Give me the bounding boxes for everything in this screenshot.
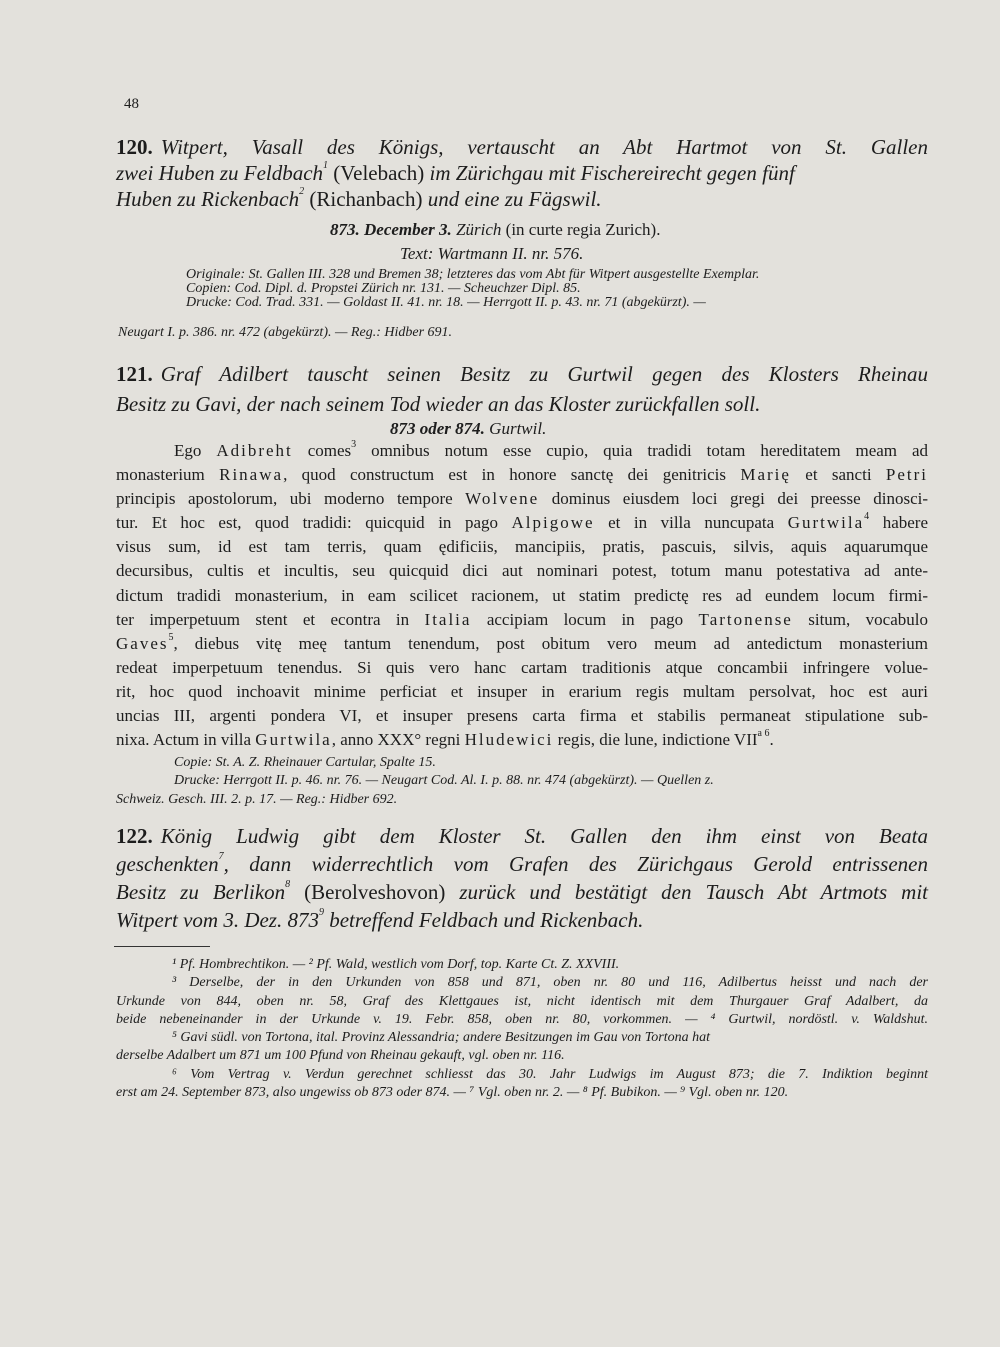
doc121-drucke-2: Schweiz. Gesch. III. 2. p. 17. — Reg.: Hidber 692.: [116, 792, 398, 807]
body-text: et in villa nuncupata: [594, 513, 788, 533]
footnote-line: beide nebeneinander in der Urkunde v. 19. Febr. 858, oben nr. 80, vorkommen. — ⁴ Gurtwil, nordöstl. v. Waldshut.: [116, 1011, 928, 1027]
body-text: habere: [869, 513, 928, 533]
body-line: [116, 728, 928, 755]
footnote-line: derselbe Adalbert um 871 um 100 Pfund von Rheinau gekauft, vgl. oben nr. 116.: [116, 1048, 565, 1064]
doc121-date-line: [390, 420, 546, 437]
footnote-ref: 4: [864, 511, 870, 523]
footnote-ref: 3: [351, 439, 357, 450]
body-text: visus sum, id est tam terris, quam ędificiis, mancipiis, pratis, pascuis, silvis, aquis aquarumque: [116, 537, 928, 557]
spaced-name: Wolvene: [465, 489, 540, 509]
doc122-heading-line-1: König Ludwig gibt dem Kloster St. Gallen den ihm einst von Beata: [160, 824, 928, 848]
spaced-name: Hludewici: [464, 730, 554, 750]
body-text: rit, hoc quod inchoavit minime perficiat et insuper in erarium regis multam persolvat, hoc est auri: [116, 681, 928, 701]
footnotes: [116, 958, 928, 1104]
body-text: comes: [292, 441, 352, 460]
spaced-name: Gurtwila: [787, 513, 865, 533]
doc121-body: [116, 439, 929, 755]
spaced-name: Adibreht: [216, 441, 293, 460]
doc120-heading-3c: und eine zu Fägswil.: [427, 187, 602, 211]
spaced-name: Marię: [740, 465, 791, 485]
doc122-heading-2b: , dann widerrechtlich vom Grafen des Zürichgaus Gerold entrissenen: [223, 852, 928, 876]
body-text: nixa. Actum in villa: [116, 730, 256, 750]
body-text: , quod constructum est in honore sanctę dei genitricis: [283, 465, 741, 485]
body-line: [116, 511, 928, 538]
doc120-heading-line-1: Witpert, Vasall des Königs, vertauscht an Abt Hartmot von St. Gallen: [160, 135, 928, 159]
doc122-heading-line-3: [116, 879, 928, 910]
footnote-ref: 7: [218, 851, 224, 862]
footnote-line: Urkunde von 844, oben nr. 58, Graf des Klettgaues ist, nicht identisch mit dem Thurgauer Graf Adalbert, da: [116, 993, 928, 1009]
doc120-heading-2b: (Velebach): [328, 161, 430, 185]
doc121-drucke-1: Drucke: Herrgott II. p. 46. nr. 76. — Neugart Cod. Al. I. p. 88. nr. 474 (abgekürzt). — Quellen z.: [174, 773, 714, 788]
doc122-heading-3b: (Berolveshovon): [290, 880, 460, 904]
footnote-ref: 5: [168, 631, 174, 643]
footnote-ref: a 6: [757, 728, 770, 740]
spaced-name: Rinawa: [219, 465, 284, 485]
body-text: et sancti: [790, 465, 886, 485]
spaced-name: Alpigowe: [511, 513, 595, 533]
doc121-date: 873 oder 874.: [390, 419, 485, 438]
footnote-line: erst am 24. September 873, also ungewiss ob 873 oder 874. — ⁷ Vgl. oben nr. 2. — ⁸ Pf. Bubikon. — ⁹ Vgl. oben nr. 120.: [116, 1085, 789, 1101]
body-text: ter imperpetuum stent et econtra in: [116, 609, 425, 629]
body-line: [116, 683, 928, 707]
body-text: monasterium: [116, 465, 220, 485]
doc121-heading: [116, 364, 928, 392]
body-text: , anno XXX° regni: [331, 730, 465, 750]
spaced-name: Italia: [424, 609, 472, 629]
doc120-drucke-1: Drucke: Cod. Trad. 331. — Goldast II. 41. nr. 18. — Herrgott II. p. 43. nr. 71 (abgekürzt). —: [186, 295, 706, 310]
doc121-copie: Copie: St. A. Z. Rheinauer Cartular, Spalte 15.: [174, 755, 436, 770]
body-text: tur. Et hoc est, quod tradidi: quicquid in pago: [116, 513, 512, 533]
footnote-ref: 1: [323, 160, 329, 171]
footnote-line: ¹ Pf. Hombrechtikon. — ² Pf. Wald, westlich vom Dorf, top. Karte Ct. Z. XXVIII.: [172, 957, 620, 972]
spaced-name: Tartonense: [698, 609, 793, 629]
doc120-copien: Copien: Cod. Dipl. d. Propstei Zürich nr. 131. — Scheuchzer Dipl. 85.: [186, 281, 581, 296]
footnote-line: ³ Derselbe, der in den Urkunden von 858 und 871, oben nr. 80 und 116, Adilbertus heisst und nach der: [172, 975, 928, 991]
doc120-apparatus: [186, 268, 926, 310]
doc120-place: Zürich: [456, 220, 502, 239]
footnote-line: ⁵ Gavi südl. von Tortona, ital. Provinz Alessandria; andere Besitzungen im Gau von Tortona hat: [172, 1030, 711, 1046]
doc120-heading-line-3: [116, 186, 928, 217]
body-text: .: [769, 730, 774, 750]
body-line: [116, 707, 928, 731]
body-line: [116, 631, 928, 659]
body-line: [116, 587, 928, 611]
body-line: [116, 562, 928, 586]
body-text: , diebus vitę meę tantum tenendum, post obitum vero meum ad antedictum monasterium: [173, 633, 928, 653]
doc122-heading-3a: Besitz zu Berlikon: [116, 880, 286, 904]
doc120-heading-3b: (Richanbach): [304, 187, 428, 211]
footnote-line: ⁶ Vom Vertrag v. Verdun gerechnet schliesst das 30. Jahr Ludwigs im August 873; die 7. Indiktion beginnt: [172, 1066, 928, 1082]
spaced-name: Petri: [885, 465, 929, 485]
doc120-heading-2a: zwei Huben zu Feldbach: [116, 161, 324, 185]
footnote-ref: 9: [318, 907, 324, 918]
spaced-name: Gurtwila: [255, 730, 332, 750]
doc122-heading-line-4: [116, 907, 928, 938]
body-line: [116, 490, 928, 514]
doc122-number: 122.: [116, 824, 153, 848]
doc120-heading-3a: Huben zu Rickenbach: [116, 187, 300, 211]
doc120-text-ref: Text: Wartmann II. nr. 576.: [400, 244, 584, 263]
spaced-name: Gaves: [116, 633, 169, 653]
doc120-drucke-2: Neugart I. p. 386. nr. 472 (abgekürzt). — Reg.: Hidber 691.: [118, 325, 453, 340]
doc122-heading: [116, 826, 928, 854]
body-text: omnibus notum esse cupio, quia tradidi totam hereditatem meam ad: [356, 441, 929, 460]
body-text: principis apostolorum, ubi moderno tempore: [116, 489, 466, 509]
body-text: regis, die lune, indictione VII: [553, 730, 758, 750]
body-text: accipiam locum in pago: [471, 609, 699, 629]
footnote-divider: [114, 946, 210, 947]
body-text: uncias III, argenti pondera VI, et insuper presens carta firma et stabilis permaneat stipulatione sub-: [116, 706, 928, 726]
footnote-ref: 8: [285, 879, 291, 890]
body-text: dominus eiusdem loci gregi dei preesse dinosci-: [539, 489, 928, 509]
body-line: [116, 466, 928, 490]
doc122-heading-4a: Witpert vom 3. Dez. 873: [116, 908, 319, 932]
doc121-heading-line-2: Besitz zu Gavi, der nach seinem Tod wieder an das Kloster zurückfallen soll.: [116, 392, 761, 416]
body-line: [116, 439, 929, 466]
doc120-date: 873. December 3.: [330, 220, 452, 239]
doc120-originale: Originale: St. Gallen III. 328 und Bremen 38; letzteres das vom Abt für Witpert ausgestellte Exemplar.: [186, 267, 760, 282]
body-line: [116, 538, 928, 562]
body-text: dictum tradidi monasterium, in eam scilicet racionem, ut statim predictę res ad eundem locum firmi-: [116, 585, 928, 605]
body-line: [116, 611, 928, 635]
doc120-number: 120.: [116, 135, 153, 159]
doc121-number: 121.: [116, 362, 153, 386]
doc122-heading-3c: zurück und bestätigt den Tausch Abt Artmots mit: [459, 880, 928, 904]
doc122-heading-line-2: [116, 851, 928, 882]
doc120-date-line: [330, 221, 660, 238]
body-line: [116, 659, 928, 683]
body-text: situm, vocabulo: [792, 609, 928, 629]
doc121-heading-line-1: Graf Adilbert tauscht seinen Besitz zu Gurtwil gegen des Klosters Rheinau: [160, 362, 928, 386]
body-text: redeat imperpetuum tenendus. Si quis vero hanc cartam traditionis atque concambii infringere volue-: [116, 657, 928, 677]
doc121-place: Gurtwil.: [489, 419, 547, 438]
doc120-place-note: (in curte regia Zurich).: [501, 220, 661, 239]
doc122-heading-2a: geschenkten: [116, 852, 219, 876]
doc122-heading-4b: betreffend Feldbach und Rickenbach.: [323, 908, 644, 932]
body-text: Ego: [174, 441, 217, 460]
doc120-heading-2c: im Zürichgau mit Fischereirecht gegen fünf: [429, 161, 795, 185]
body-text: decursibus, cultis et incultis, seu quicquid dici aut nominari potest, totum manu potestativa ad ante-: [116, 561, 928, 581]
page-number: 48: [124, 96, 139, 112]
footnote-ref: 2: [299, 186, 305, 197]
